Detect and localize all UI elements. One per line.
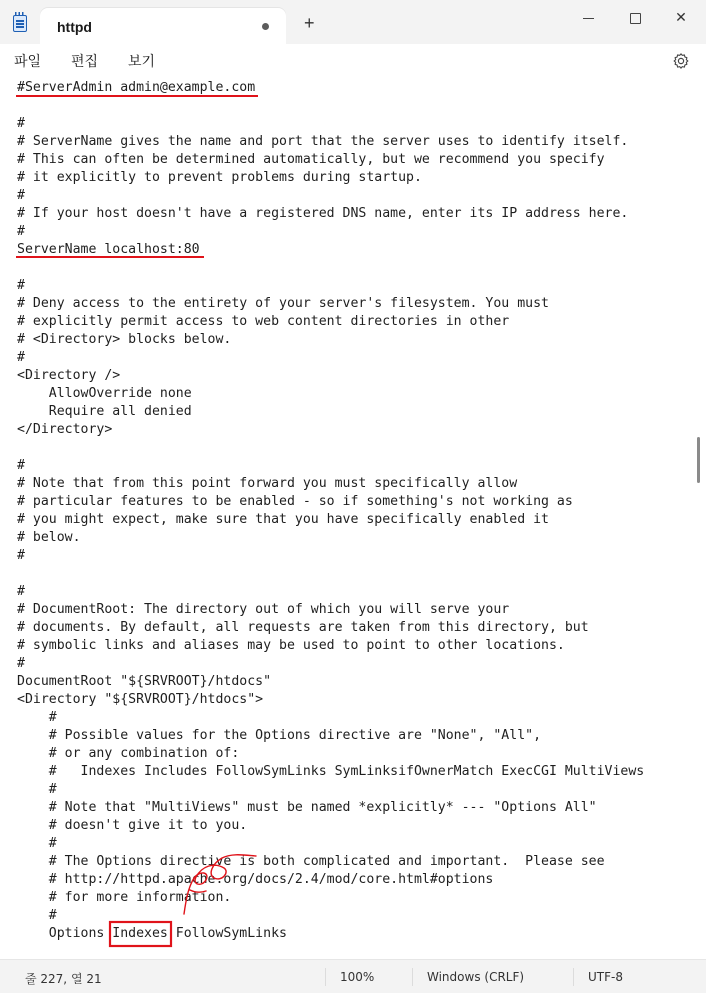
- code-line: # doesn't give it to you.: [17, 818, 248, 833]
- code-line: # explicitly permit access to web content directories in other: [17, 314, 510, 329]
- close-icon: ✕: [675, 9, 687, 25]
- code-line: <Directory />: [17, 368, 121, 383]
- minimize-button[interactable]: [565, 4, 611, 32]
- maximize-button[interactable]: [612, 4, 658, 32]
- line-ending: Windows (CRLF): [427, 970, 525, 984]
- close-button[interactable]: [658, 4, 704, 32]
- code-line: AllowOverride none: [17, 386, 192, 401]
- code-line: #: [17, 836, 57, 851]
- code-line: # DocumentRoot: The directory out of which you will serve your: [17, 602, 510, 617]
- code-line: # <Directory> blocks below.: [17, 332, 232, 347]
- code-line: # Deny access to the entirety of your server's filesystem. You must: [17, 296, 549, 311]
- code-line: #: [17, 350, 25, 365]
- vertical-scrollbar[interactable]: [697, 437, 700, 483]
- settings-gear-icon[interactable]: [672, 52, 690, 70]
- notepad-icon: [13, 15, 27, 32]
- title-bar: [0, 0, 706, 44]
- encoding: UTF-8: [588, 970, 623, 984]
- code-line: # Note that from this point forward you must specifically allow: [17, 476, 518, 491]
- code-line: # This can often be determined automatically, but we recommend you specify: [17, 152, 605, 167]
- code-line: Require all denied: [17, 404, 192, 419]
- code-line: #: [17, 710, 57, 725]
- code-line: ServerName localhost:80: [17, 242, 200, 257]
- zoom-level: 100%: [340, 970, 375, 984]
- code-line: #ServerAdmin admin@example.com: [17, 80, 256, 95]
- code-line: # particular features to be enabled - so if something's not working as: [17, 494, 573, 509]
- code-line: #: [17, 782, 57, 797]
- code-line: # http://httpd.apache.org/docs/2.4/mod/core.html#options: [17, 872, 494, 887]
- code-line: # for more information.: [17, 890, 232, 905]
- code-line: DocumentRoot "${SRVROOT}/htdocs": [17, 674, 272, 689]
- code-line: #: [17, 908, 57, 923]
- maximize-icon: [630, 13, 641, 24]
- code-line: #: [17, 278, 25, 293]
- code-line: </Directory>: [17, 422, 113, 437]
- menu-file[interactable]: 파일: [14, 54, 42, 70]
- code-line: # below.: [17, 530, 81, 545]
- menu-edit[interactable]: 편집: [71, 54, 99, 70]
- code-line: # or any combination of:: [17, 746, 240, 761]
- code-line: #: [17, 584, 25, 599]
- code-line: <Directory "${SRVROOT}/htdocs">: [17, 692, 264, 707]
- new-tab-button[interactable]: +: [304, 13, 315, 33]
- code-line: # Possible values for the Options directive are "None", "All",: [17, 728, 542, 743]
- unsaved-indicator-icon[interactable]: [262, 23, 269, 30]
- menu-bar: [0, 44, 706, 76]
- code-line: #: [17, 224, 25, 239]
- code-line: Options Indexes FollowSymLinks: [17, 926, 287, 941]
- status-divider: [325, 968, 326, 986]
- text-editor[interactable]: [0, 76, 706, 959]
- code-line: # documents. By default, all requests are taken from this directory, but: [17, 620, 589, 635]
- code-line: # Note that "MultiViews" must be named *explicitly* --- "Options All": [17, 800, 597, 815]
- status-divider: [412, 968, 413, 986]
- code-line: # Indexes Includes FollowSymLinks SymLinksifOwnerMatch ExecCGI MultiViews: [17, 764, 645, 779]
- menu-view[interactable]: 보기: [128, 54, 156, 70]
- cursor-position: 줄 227, 열 21: [25, 972, 102, 986]
- code-line: #: [17, 116, 25, 131]
- code-line: # ServerName gives the name and port that the server uses to identify itself.: [17, 134, 629, 149]
- code-line: #: [17, 656, 25, 671]
- status-bar: [0, 959, 706, 993]
- tab-title: httpd: [57, 19, 92, 35]
- code-line: # it explicitly to prevent problems during startup.: [17, 170, 422, 185]
- code-line: # If your host doesn't have a registered DNS name, enter its IP address here.: [17, 206, 629, 221]
- code-line: # symbolic links and aliases may be used to point to other locations.: [17, 638, 565, 653]
- status-divider: [573, 968, 574, 986]
- tab-httpd[interactable]: [40, 8, 286, 44]
- code-line: # The Options directive is both complicated and important. Please see: [17, 854, 605, 869]
- code-line: #: [17, 548, 25, 563]
- code-line: #: [17, 188, 25, 203]
- code-line: # you might expect, make sure that you have specifically enabled it: [17, 512, 549, 527]
- code-line: #: [17, 458, 25, 473]
- minimize-icon: [583, 18, 594, 19]
